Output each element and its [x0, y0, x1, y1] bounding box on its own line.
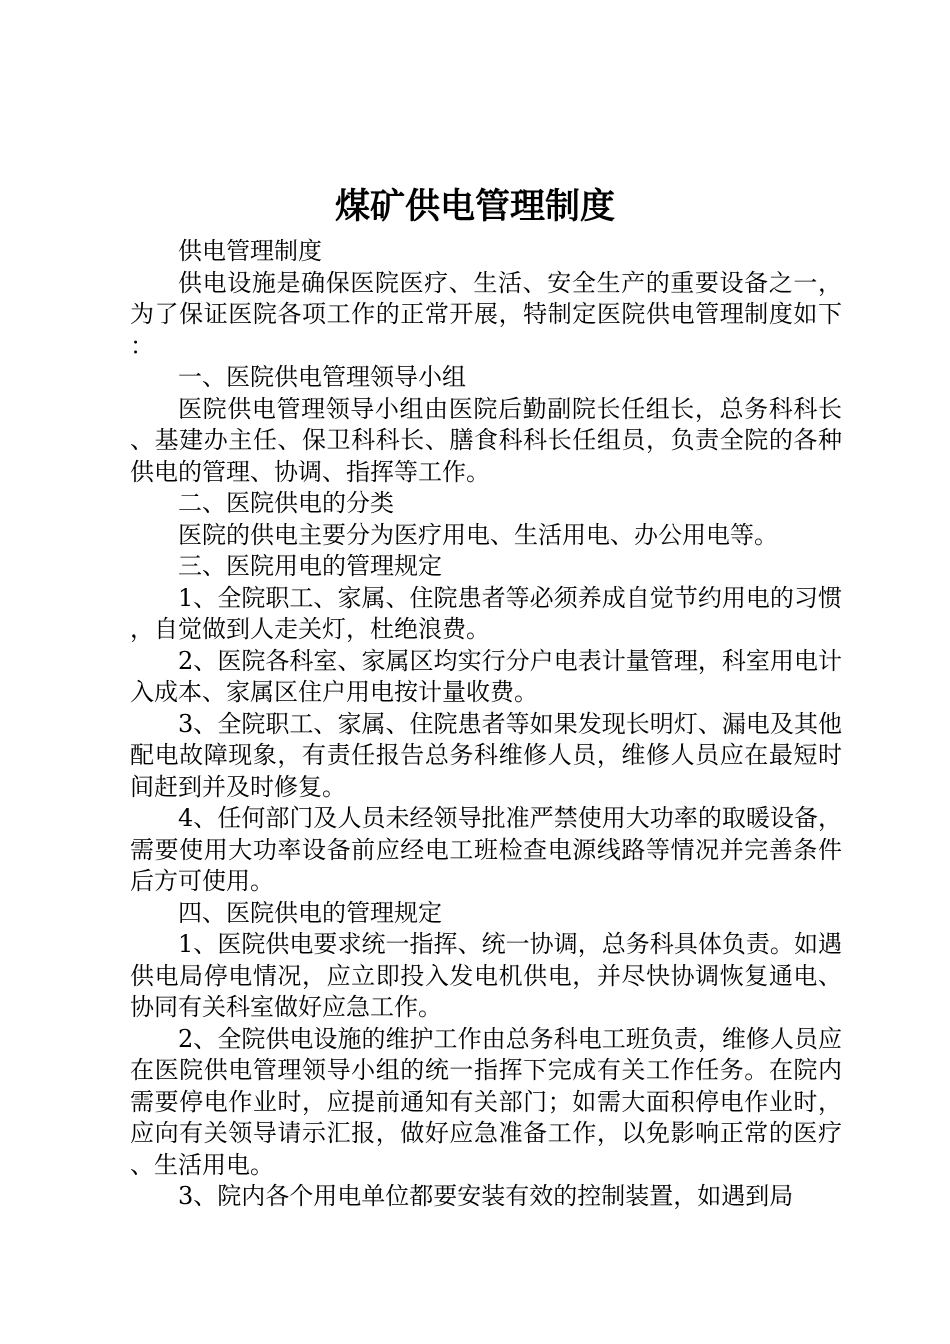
- list-item: 3、全院职工、家属、住院患者等如果发现长明灯、漏电及其他配电故障现象，有责任报告总务科维修人员，维修人员应在最短时间赶到并及时修复。: [130, 709, 842, 801]
- paragraph: 医院供电管理领导小组由医院后勤副院长任组长，总务科科长、基建办主任、保卫科科长、膳食科科长任组员，负责全院的各种供电的管理、协调、指挥等工作。: [130, 394, 842, 486]
- list-item: 2、医院各科室、家属区均实行分户电表计量管理，科室用电计入成本、家属区住户用电按计量收费。: [130, 646, 842, 706]
- paragraph: 供电设施是确保医院医疗、生活、安全生产的重要设备之一，为了保证医院各项工作的正常开展，特制定医院供电管理制度如下：: [130, 268, 842, 360]
- list-item: 4、任何部门及人员未经领导批准严禁使用大功率的取暖设备，需要使用大功率设备前应经电工班检查电源线路等情况并完善条件后方可使用。: [130, 804, 842, 895]
- section-heading: 一、医院供电管理领导小组: [178, 363, 466, 391]
- list-item: 3、院内各个用电单位都要安装有效的控制装置，如遇到局: [178, 1182, 794, 1210]
- document-body: [130, 236, 842, 1213]
- section-heading: 四、医院供电的管理规定: [178, 898, 442, 927]
- document-title: 煤矿供电管理制度: [334, 187, 615, 227]
- section-heading: 三、医院用电的管理规定: [178, 552, 442, 580]
- paragraph: 供电管理制度: [178, 237, 322, 265]
- paragraph: 医院的供电主要分为医疗用电、生活用电、办公用电等。: [178, 520, 778, 549]
- list-item: 2、全院供电设施的维护工作由总务科电工班负责，维修人员应在医院供电管理领导小组的统一指挥下完成有关工作任务。在院内需要停电作业时，应提前通知有关部门；如需大面积停电作业时，应向有关领导请示汇报，做好应急准备工作，以免影响正常的医疗、生活用电。: [130, 1024, 842, 1179]
- list-item: 1、医院供电要求统一指挥、统一协调，总务科具体负责。如遇供电局停电情况，应立即投入发电机供电，并尽快协调恢复通电、协同有关科室做好应急工作。: [130, 930, 842, 1021]
- list-item: 1、全院职工、家属、住院患者等必须养成自觉节约用电的习惯，自觉做到人走关灯，杜绝浪费。: [130, 583, 842, 643]
- section-heading: 二、医院供电的分类: [178, 489, 394, 517]
